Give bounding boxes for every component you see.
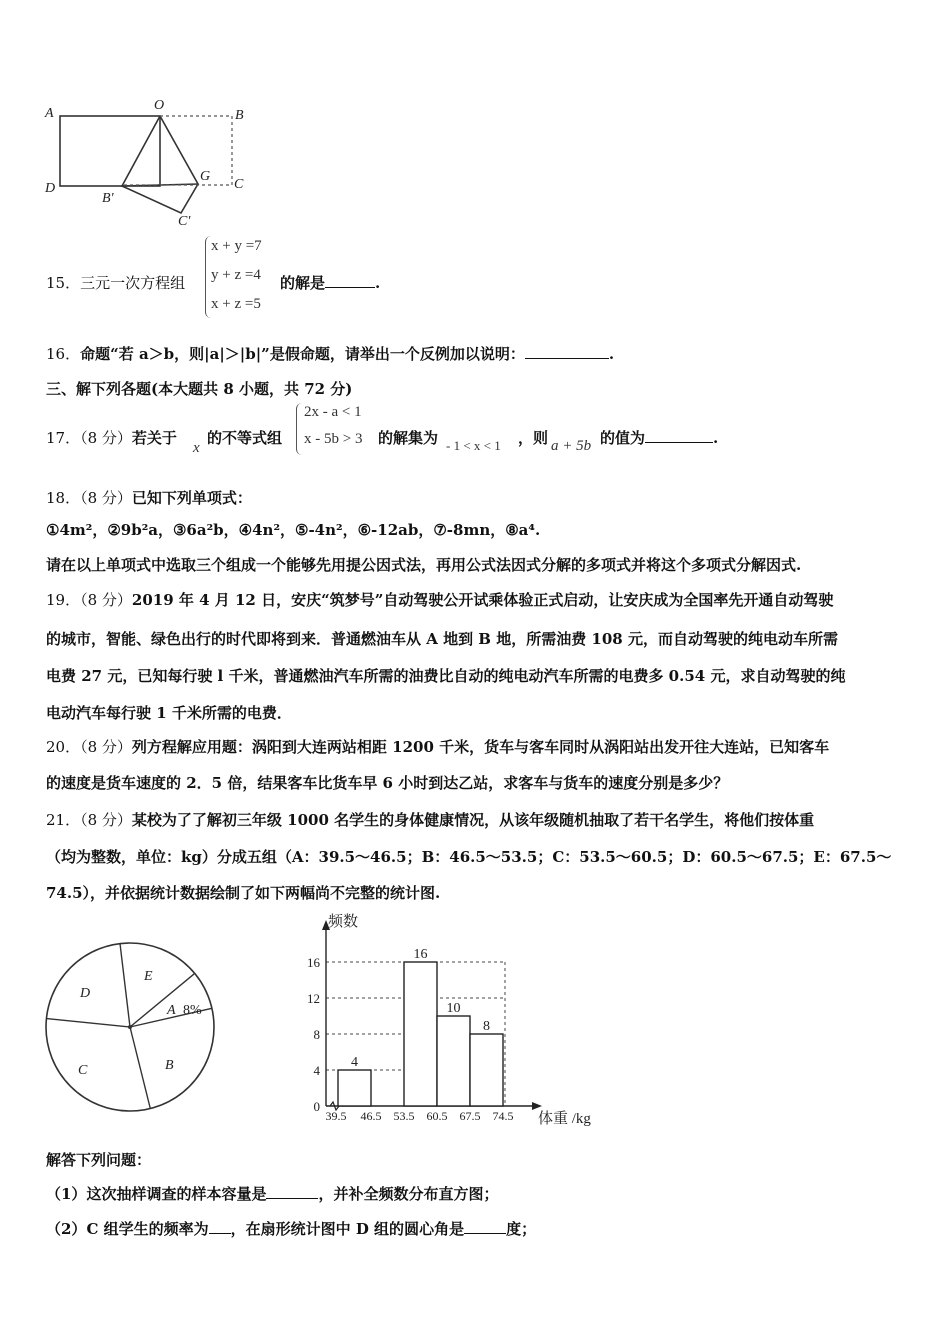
q21-text-1: 某校为了了解初三年级 1000 名学生的身体健康情况，从该年级随机抽取了若干名学生，将他们按体重: [131, 811, 815, 829]
sub2-label: （2）: [46, 1220, 87, 1238]
q20-line-2: 的速度是货车速度的 2．5 倍，结果客车比货车早 6 小时到达乙站，求客车与货车的速度分别是多少？: [46, 774, 729, 792]
q20-score: （8 分）: [80, 738, 132, 756]
histogram: [290, 910, 610, 1135]
pie-radius-bc: [130, 1027, 150, 1109]
y-tick-label-0: 0: [313, 1099, 320, 1114]
x-tick-label-4: 67.5: [459, 1109, 481, 1123]
q19-score: （8 分）: [80, 591, 132, 609]
q21-score: （8 分）: [80, 811, 132, 829]
sub1-text2: ，并补全频数分布直方图；: [318, 1185, 499, 1203]
q17-tail: [600, 428, 718, 448]
sub1-text: 这次抽样调查的样本容量是: [86, 1185, 267, 1203]
q18-task: 请在以上单项式中选取三个组成一个能够先用提公因式法，再用公式法因式分解的多项式并将这个多项式分解因式.: [46, 556, 802, 574]
q21-number: 21．: [46, 811, 81, 829]
label-D: D: [45, 181, 56, 196]
label-C-prime: C': [178, 214, 191, 229]
pie-radius-cd: [47, 1019, 130, 1027]
pie-label-c: C: [78, 1063, 88, 1078]
label-O: O: [154, 98, 165, 113]
x-axis-title: 体重 /kg: [538, 1111, 591, 1127]
x-tick-label-0: 39.5: [325, 1109, 347, 1123]
q19-number: 19．: [46, 591, 81, 609]
sub2-blank-2[interactable]: [464, 1219, 506, 1234]
q17-brace: [296, 403, 303, 455]
section3-heading: 三、解下列各题(本大题共 8 小题，共 72 分): [46, 380, 353, 398]
bar-0: [338, 1070, 371, 1106]
q16-number: 16．: [46, 345, 81, 363]
q17-number: 17．: [46, 429, 81, 447]
q15-eq-3: x + z =5: [211, 296, 261, 312]
q15-end: .: [375, 274, 381, 292]
q15-tail: [280, 273, 380, 293]
q16-text: 命题“若 a＞b，则|a|＞|b|”是假命题，请举出一个反例加以说明：: [80, 345, 525, 363]
bar-1: [404, 962, 437, 1106]
sub2-text3: 度；: [506, 1220, 537, 1238]
sub2-text2: ，在扇形统计图中 D 组的圆心角是: [230, 1220, 465, 1238]
label-G: G: [200, 169, 211, 184]
pie-center: [128, 1025, 132, 1029]
q17-text2: 的不等式组: [207, 429, 283, 447]
q18-number: 18．: [46, 489, 81, 507]
y-tick-label-1: 4: [313, 1063, 320, 1078]
q16-answer-blank[interactable]: [525, 344, 609, 359]
q17-text4: ，则: [518, 429, 549, 447]
y-tick-label-3: 12: [307, 991, 320, 1006]
q19-text-1: 2019 年 4 月 12 日，安庆“筑梦号”自动驾驶公开试乘体验正式启动，让安庆成为全国率先开通自动驾驶: [131, 591, 834, 609]
q17-text3: 的解集为: [378, 429, 439, 447]
q16-end: .: [608, 345, 615, 363]
pie-chart: [40, 935, 225, 1120]
y-tick-label-2: 8: [313, 1027, 320, 1042]
q21-line-1: [46, 810, 814, 830]
q19-line-1: [46, 590, 833, 610]
pie-label-d: D: [80, 986, 91, 1001]
q17-var: x: [193, 440, 200, 456]
q17-answer-blank[interactable]: [645, 428, 713, 443]
q16: [46, 344, 614, 364]
q15-text-before: 三元一次方程组: [80, 274, 186, 292]
sub1-blank[interactable]: [266, 1184, 318, 1199]
q17-ineq-1: 2x - a < 1: [304, 404, 362, 420]
x-tick-label-3: 60.5: [426, 1109, 448, 1123]
bar-value-label-2: 10: [446, 1001, 461, 1016]
pie-a-percent: 8%: [183, 1003, 202, 1018]
bar-3: [470, 1034, 503, 1106]
q19-line-2: 的城市，智能、绿色出行的时代即将到来．普通燃油车从 A 地到 B 地，所需油费 108 元，而自动驾驶的纯电动车所需: [46, 630, 838, 648]
q20-text-1: 列方程解应用题：涡阳到大连两站相距 1200 千米，货车与客车同时从涡阳站出发开往大连站，已知客车: [131, 738, 830, 756]
sub2-text: C 组学生的频率为: [86, 1220, 209, 1238]
x-axis-arrow: [532, 1102, 542, 1110]
q17: [46, 428, 177, 448]
bar-value-label-3: 8: [483, 1019, 490, 1034]
sub2-blank-1[interactable]: [209, 1219, 231, 1234]
label-C: C: [234, 177, 244, 192]
q19-line-3: 电费 27 元，已知每行驶 l 千米，普通燃油汽车所需的油费比自动的纯电动汽车所需的电费多 0.54 元，求自动驾驶的纯: [46, 667, 846, 685]
y-axis-title: 频数: [328, 914, 359, 930]
answer-intro: 解答下列问题：: [46, 1151, 152, 1169]
q15-answer-blank[interactable]: [325, 273, 375, 288]
q17-expr: a + 5b: [551, 438, 592, 454]
q20-line-1: [46, 737, 829, 757]
y-tick-label-4: 16: [307, 955, 320, 970]
label-B-prime: B': [102, 191, 114, 206]
bar-value-label-0: 4: [351, 1055, 358, 1070]
q15: [46, 273, 185, 293]
q15-eq-2: y + z =4: [211, 267, 261, 283]
q17-text1: 若关于: [131, 429, 177, 447]
q17-score: （8 分）: [80, 429, 132, 447]
q15-text-after: 的解是: [280, 274, 326, 292]
q21-sub2: [46, 1219, 536, 1239]
q18-score: （8 分）: [80, 489, 132, 507]
pie-label-e: E: [144, 969, 153, 984]
q21-sub1: [46, 1184, 498, 1204]
q17-solution: - 1 < x < 1: [446, 438, 501, 453]
q17-end: .: [713, 429, 719, 447]
x-tick-label-5: 74.5: [492, 1109, 514, 1123]
geometry-figure: [40, 95, 260, 230]
q15-number: 15．: [46, 274, 81, 292]
rectangle-aodb: [60, 116, 160, 186]
pie-radius-de: [120, 944, 130, 1027]
q18-monomials: ①4m²，②9b²a，③6a²b，④4n²，⑤-4n²，⑥-12ab，⑦-8mn，⑧a⁴.: [46, 521, 541, 539]
label-B: B: [235, 108, 244, 123]
x-tick-label-1: 46.5: [360, 1109, 382, 1123]
q18-intro: 已知下列单项式：: [131, 489, 252, 507]
q20-number: 20．: [46, 738, 81, 756]
x-tick-label-2: 53.5: [393, 1109, 415, 1123]
label-A: A: [45, 106, 54, 121]
bar-2: [437, 1016, 470, 1106]
pie-label-b: B: [165, 1058, 174, 1073]
q21-line-3: 74.5），并依据统计数据绘制了如下两幅尚不完整的统计图.: [46, 884, 441, 902]
q17-text5: 的值为: [600, 429, 646, 447]
q19-line-4: 电动汽车每行驶 1 千米所需的电费．: [46, 704, 292, 722]
dashed-edge: [122, 116, 232, 185]
q17-ineq-2: x - 5b > 3: [304, 431, 363, 447]
q21-line-2: （均为整数，单位：kg）分成五组（A：39.5～46.5；B：46.5～53.5；C：53.5～60.5；D：60.5～67.5；E：67.5～: [46, 848, 892, 866]
sub1-label: （1）: [46, 1185, 87, 1203]
folded-edge: [122, 184, 198, 213]
bar-value-label-1: 16: [413, 947, 428, 962]
pie-label-a: A: [167, 1003, 176, 1018]
q15-eq-1: x + y =7: [211, 238, 262, 254]
q18-header: [46, 488, 252, 508]
